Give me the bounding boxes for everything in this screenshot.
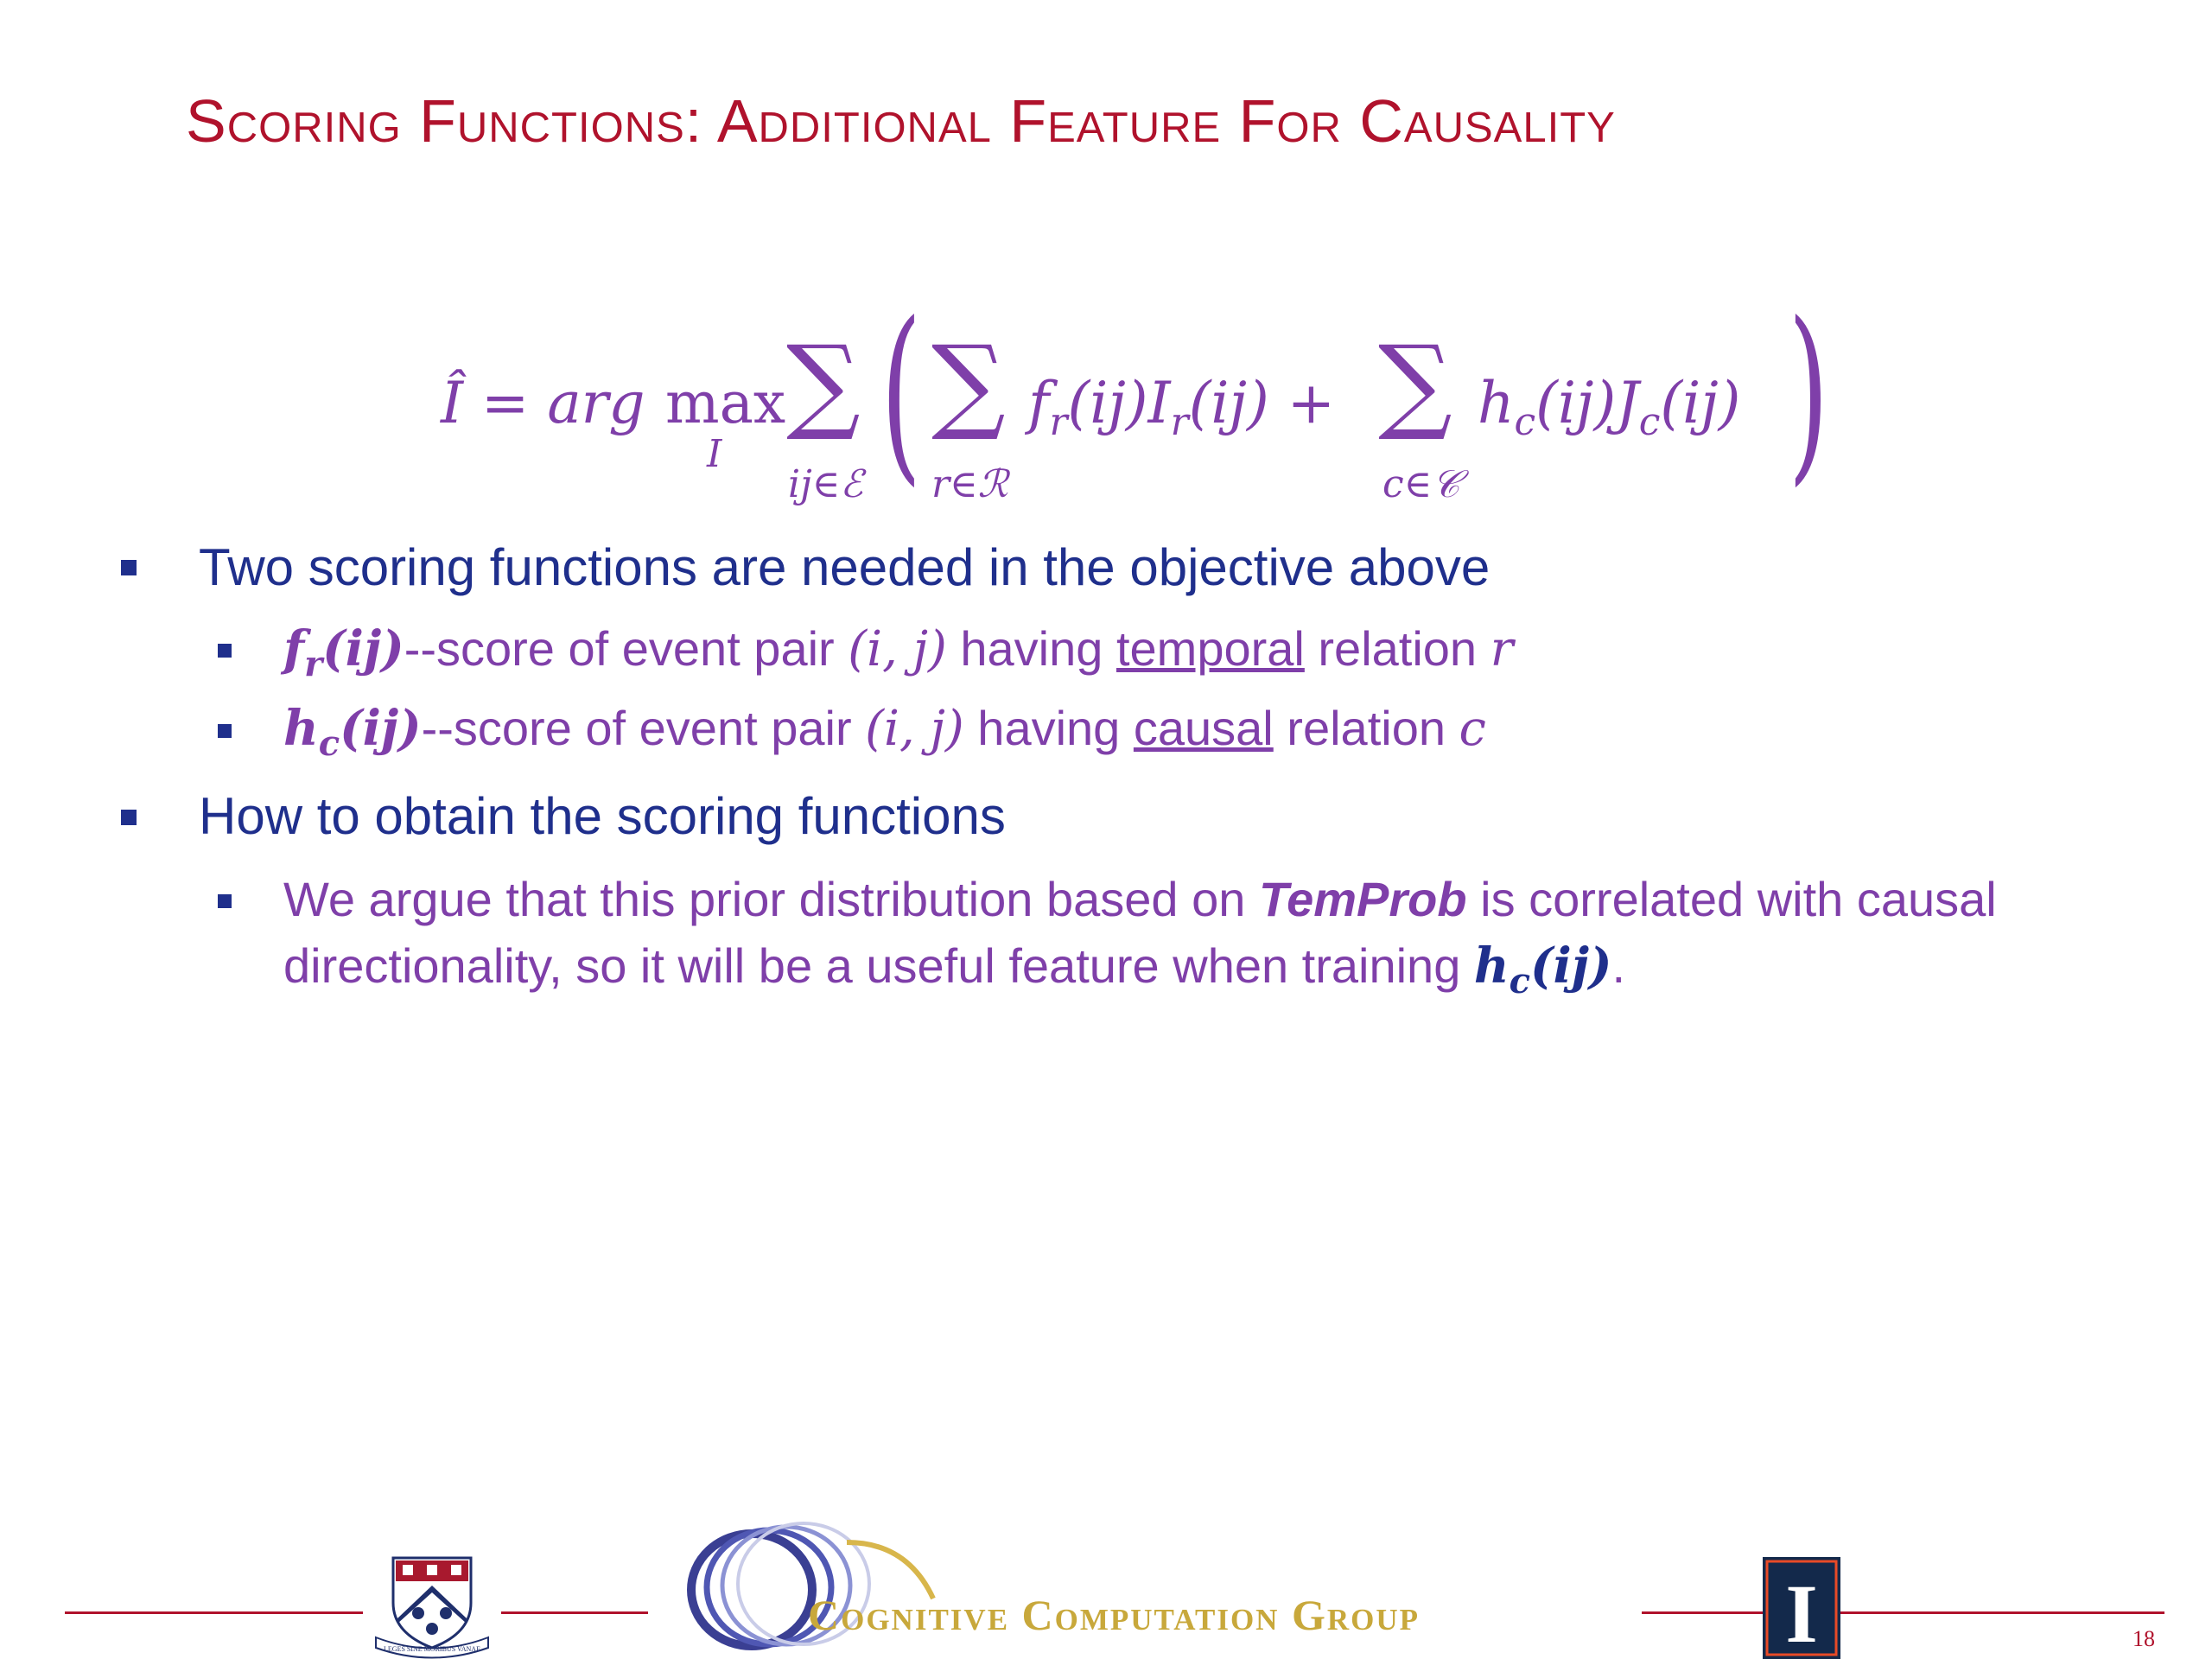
penn-shield-logo [363,1551,501,1659]
page-number: 18 [2133,1626,2155,1651]
penn-motto: LEGES SINE MORIBUS VANAE [384,1645,480,1653]
bullet-1: Two scoring functions are needed in the objective above [199,538,1491,596]
sub-bullet-marker [218,724,232,738]
eq-sum-3: ∑ [1378,324,1452,444]
eq-lhs: Î = arg [441,370,645,436]
bullet-marker [121,810,137,825]
bullet-marker [121,560,137,575]
eq-max: max [665,370,786,436]
eq-sum2-sub: r∈ℛ [931,462,1008,506]
eq-sum3-sub: c∈𝒞 [1382,462,1460,506]
sub-bullet-marker [218,894,232,908]
sub-bullet-1-2: $h_c(ij)-$-score of event pair (i, j) having causal relation c [283,700,1486,765]
eq-open-paren: ( [880,282,922,503]
illinois-letter: I [1785,1567,1818,1659]
sub-bullet-2-1-line2: directionality, so it will be a useful feature when training $h_c(ij)$. [283,938,1626,1002]
ccg-logo-text: Cognitive Computation Group [808,1591,1420,1639]
sub-bullet-1-1: $f_r(ij)-$-score of event pair (i, j) having temporal relation r [283,620,1514,685]
eq-term1: $f_r(ij)I_r(ij)$ + [1028,370,1336,445]
slide-title: Scoring Functions: Additional Feature For Causality [186,87,1616,155]
eq-sum1-sub: ij∈ℰ [788,462,863,506]
eq-close-paren: ) [1788,282,1829,503]
eq-sum-1: ∑ [786,324,861,444]
eq-sum-2: ∑ [931,324,1006,444]
objective-equation [432,282,1849,518]
bullet-2: How to obtain the scoring functions [199,787,1006,845]
illinois-logo [1763,1557,1840,1659]
eq-term2: $h_c(ij)J_c(ij)$ [1478,370,1741,445]
eq-max-sub: I [707,432,722,476]
sub-bullet-marker [218,644,232,658]
sub-bullet-2-1-line1: We argue that this prior distribution based on TemProb is correlated with causal [283,872,1997,926]
